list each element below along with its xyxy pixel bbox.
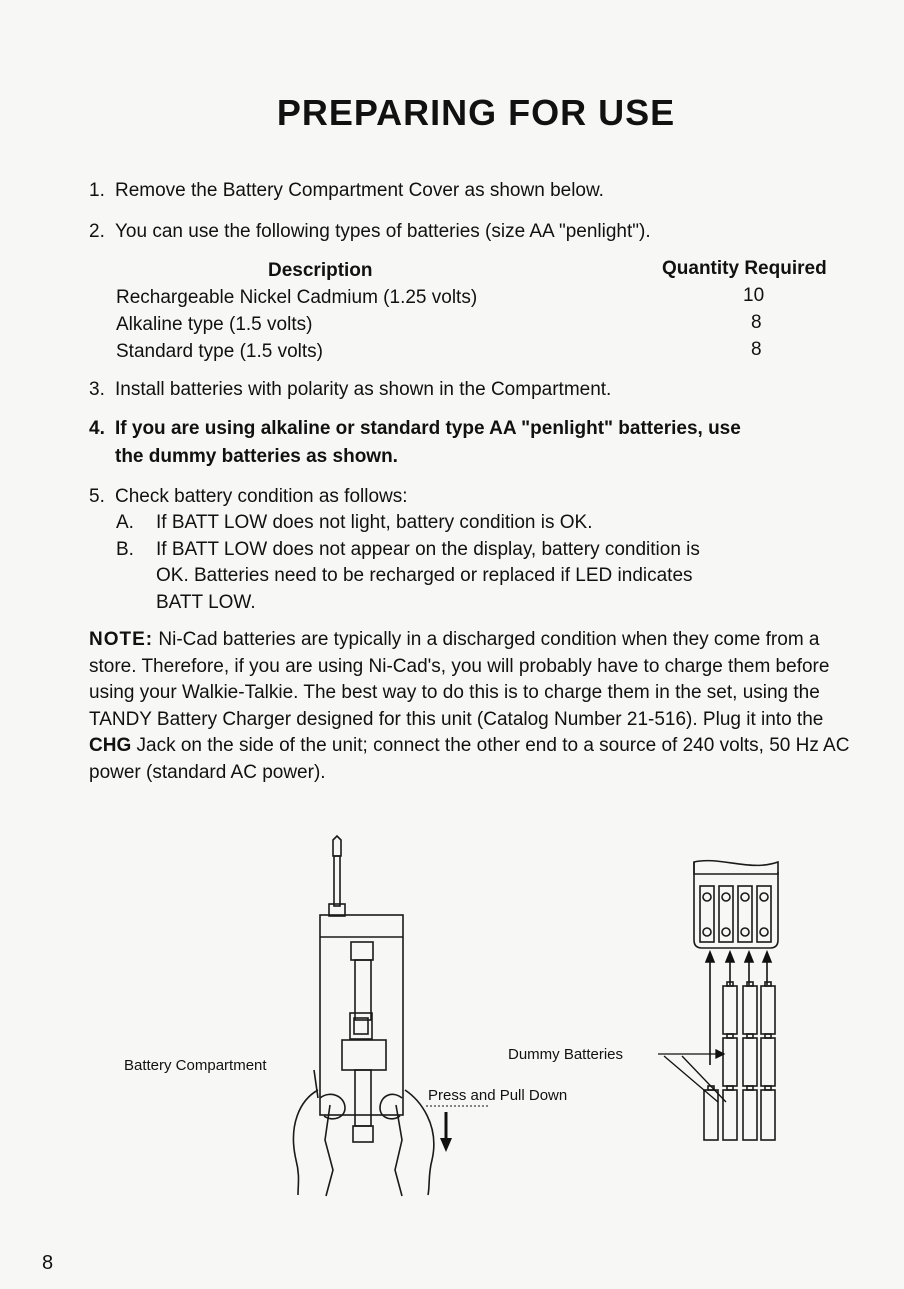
note-text-end: Jack on the side of the unit; connect the other end to a source of 240 volts, 50 Hz AC power (standard AC power). — [89, 735, 850, 783]
step-1-number: 1. — [89, 180, 105, 201]
radio-body — [320, 915, 403, 1115]
step-1-text: Remove the Battery Compartment Cover as shown below. — [115, 180, 604, 201]
right-hand — [405, 1090, 434, 1195]
step-3-text: Install batteries with polarity as shown in the Compartment. — [115, 379, 612, 400]
table-header-quantity: Quantity Required — [662, 258, 827, 279]
step-4-number: 4. — [89, 418, 105, 439]
step-3-number: 3. — [89, 379, 105, 400]
step-5b-letter: B. — [116, 539, 134, 560]
battery-compartment-illustration — [694, 861, 778, 948]
step-4-text-line1: If you are using alkaline or standard type AA "penlight" batteries, use — [115, 418, 741, 439]
chg-jack-label: CHG — [89, 735, 132, 756]
dummy-batteries-label: Dummy Batteries — [508, 1046, 624, 1063]
step-5b-text-line1: If BATT LOW does not appear on the display, battery condition is — [156, 539, 700, 560]
table-header-description: Description — [268, 260, 373, 281]
battery-compartment-leader — [314, 1070, 318, 1098]
step-5b-text-line2: OK. Batteries need to be recharged or replaced if LED indicates — [156, 565, 693, 586]
table-row-quantity: 8 — [751, 339, 762, 360]
battery-stack — [704, 982, 775, 1140]
page-number: 8 — [42, 1252, 54, 1274]
page-title: PREPARING FOR USE — [276, 92, 676, 133]
step-5a-letter: A. — [116, 512, 134, 533]
step-5-text: Check battery condition as follows: — [115, 486, 408, 507]
step-5-number: 5. — [89, 486, 105, 507]
step-5b-text-line3: BATT LOW. — [156, 592, 256, 613]
table-row-quantity: 10 — [743, 285, 765, 306]
dummy-batteries-leaders — [658, 1050, 726, 1102]
step-4-text-line2: the dummy batteries as shown. — [115, 446, 398, 467]
step-2-text: You can use the following types of batteries (size AA "penlight"). — [115, 221, 651, 242]
walkie-talkie-illustration — [293, 836, 433, 1196]
antenna-shaft — [334, 856, 340, 906]
left-hand — [293, 1090, 318, 1195]
table-row-quantity: 8 — [751, 312, 762, 333]
step-2-number: 2. — [89, 221, 105, 242]
battery-compartment-label: Battery Compartment — [124, 1057, 267, 1074]
step-5a-text: If BATT LOW does not light, battery condition is OK. — [156, 512, 593, 533]
table-row-description: Alkaline type (1.5 volts) — [116, 314, 313, 335]
press-down-arrow — [440, 1112, 452, 1152]
note-label: NOTE: — [89, 629, 154, 650]
press-and-pull-down-label: Press and Pull Down — [428, 1087, 568, 1104]
note-text: Ni-Cad batteries are typically in a discharged condition when they come from a store. Therefore, if you are using Ni-Cad's, you will probably have to charge them before using your Walkie-Talkie. The best way to do this is to charge them in the set, using the TANDY Battery Charger designed for this unit (Catalog Number 21-516). Plug it into the — [89, 629, 830, 730]
table-row-description: Rechargeable Nickel Cadmium (1.25 volts) — [116, 287, 478, 308]
table-row-description: Standard type (1.5 volts) — [116, 341, 323, 362]
antenna-tip — [333, 836, 341, 856]
